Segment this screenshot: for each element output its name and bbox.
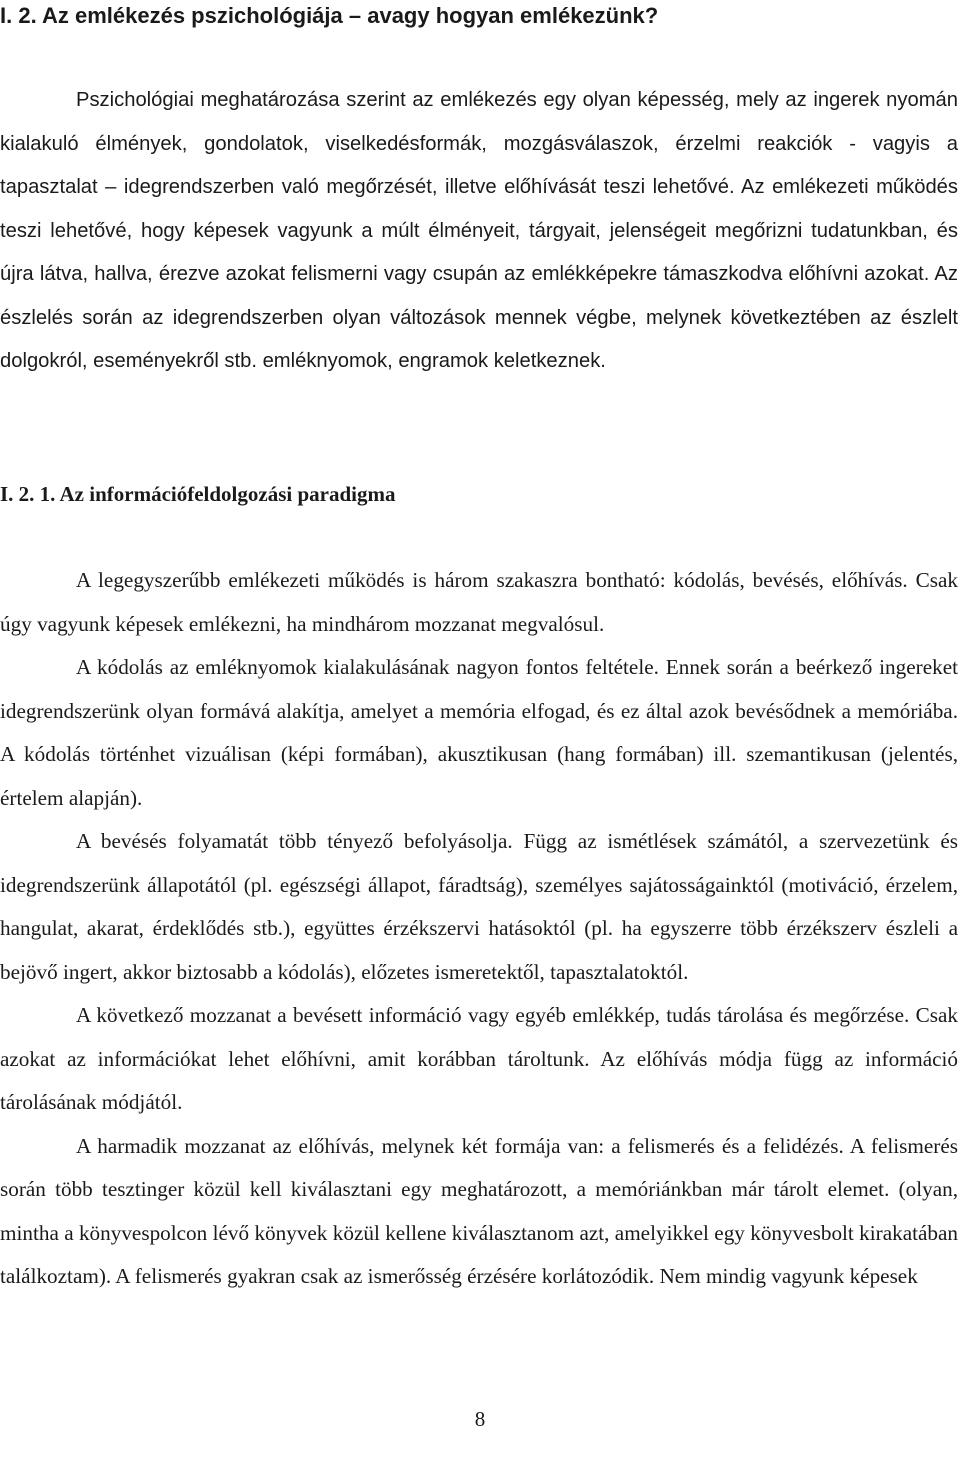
subsection-title: I. 2. 1. Az információfeldolgozási paradigma <box>0 482 396 506</box>
section-title: I. 2. Az emlékezés pszichológiája – avagy hogyan emlékezünk? <box>0 3 659 28</box>
paragraph-storage: A következő mozzanat a bevésett információ vagy egyéb emlékkép, tudás tárolása és megőrzése. Csak azokat az információkat lehet előhívni, amit korábban tároltunk. Az előhívás módja függ az információ tárolásának módjától. <box>0 1003 958 1114</box>
page-number: 8 <box>474 1407 486 1431</box>
paragraph-retrieval: A harmadik mozzanat az előhívás, melynek két formája van: a felismerés és a felidézés. A felismerés során több tesztinger közül kell kiválasztani egy meghatározott, a memóriánkban már tárolt elemet. (olyan, mintha a könyvespolcon lévő könyvek közül kellene kiválasztanom azt, amelyikkel egy könyvesbolt kirakatában találkoztam). A felismerés gyakran csak az ismerősség érzésére korlátozódik. Nem mindig vagyunk képesek <box>0 1133 958 1288</box>
body-text <box>0 559 958 1299</box>
paragraph-stages: A legegyszerűbb emlékezeti működés is három szakaszra bontható: kódolás, bevésés, előhívás. Csak úgy vagyunk képesek emlékezni, ha mindhárom mozzanat megvalósul. <box>0 568 958 636</box>
intro-paragraph: Pszichológiai meghatározása szerint az emlékezés egy olyan képesség, mely az ingerek nyomán kialakuló élmények, gondolatok, viselkedésformák, mozgásválaszok, érzelmi reakciók - vagyis a tapasztalat – idegrendszerben való megőrzését, illetve előhívását teszi lehetővé. Az emlékezeti működés teszi lehetővé, hogy képesek vagyunk a múlt élményeit, tárgyait, jelenségeit megőrizni tudatunkban, és újra látva, hallva, érezve azokat felismerni vagy csupán az emlékképekre támaszkodva előhívni azokat. Az észlelés során az idegrendszerben olyan változások mennek végbe, melynek következtében az észlelt dolgokról, eseményekről stb. emléknyomok, engramok keletkeznek. <box>0 89 958 372</box>
paragraph-memorization: A bevésés folyamatát több tényező befolyásolja. Függ az ismétlések számától, a szervezetünk és idegrendszerünk állapotától (pl. egészségi állapot, fáradtság), személyes sajátosságainktól (motiváció, érzelem, hangulat, akarat, érdeklődés stb.), együttes érzékszervi hatásoktól (pl. ha egyszerre több érzékszerv észleli a bejövő ingert, akkor biztosabb a kódolás), előzetes ismeretektől, tapasztalatoktól. <box>0 829 958 984</box>
paragraph-encoding: A kódolás az emléknyomok kialakulásának nagyon fontos feltétele. Ennek során a beérkező ingereket idegrendszerünk olyan formává alakítja, amelyet a memória elfogad, és ez által azok bevésődnek a memóriába. A kódolás történhet vizuálisan (képi formában), akusztikusan (hang formában) ill. szemantikusan (jelentés, értelem alapján). <box>0 655 958 810</box>
